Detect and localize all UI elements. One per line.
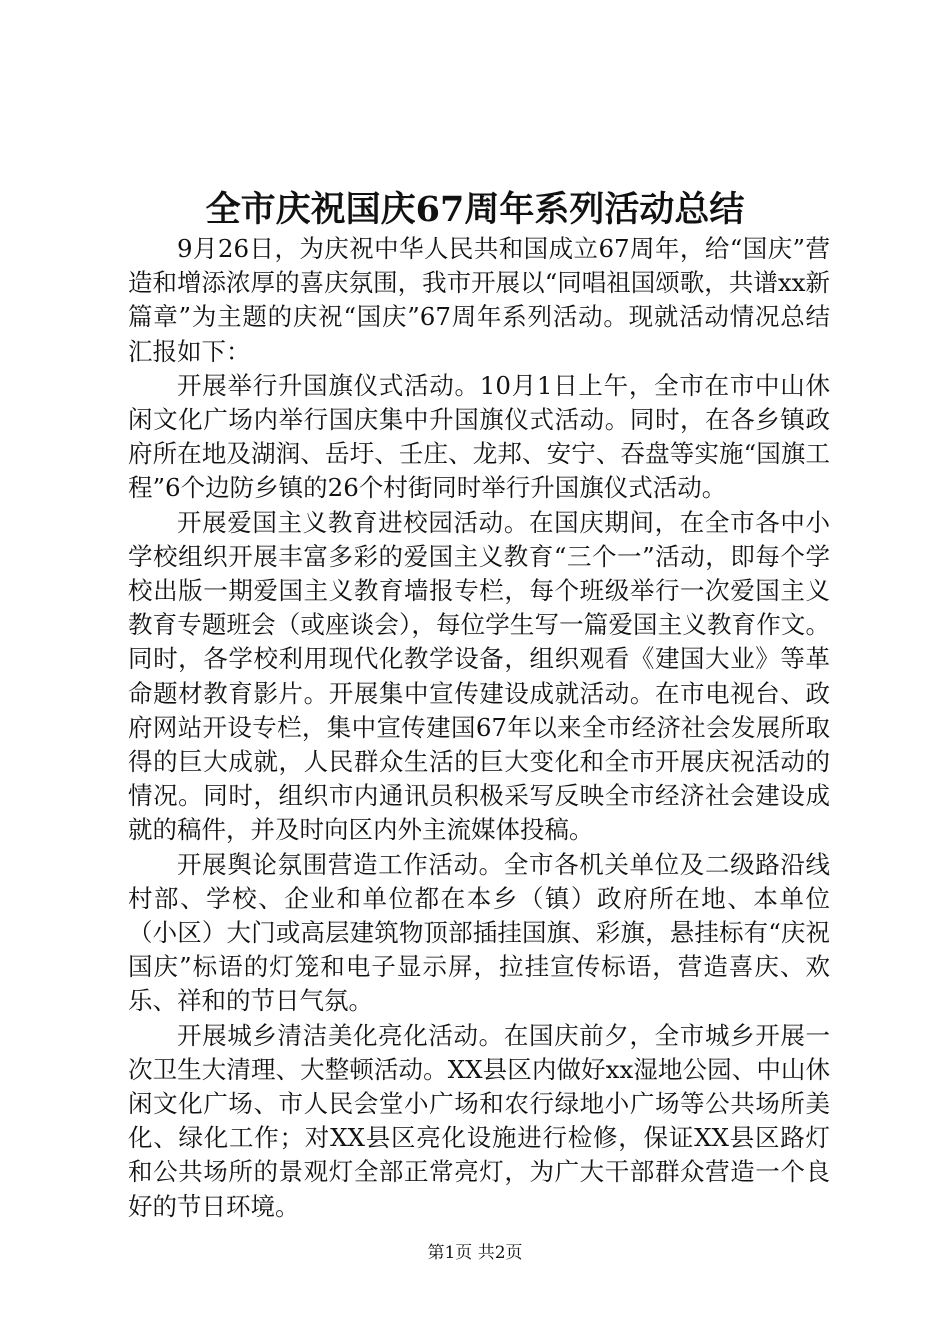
page-number-footer: 第1页 共2页 bbox=[427, 1243, 523, 1263]
paragraph-atmosphere: 开展舆论氛围营造工作活动。全市各机关单位及二级路沿线村部、学校、企业和单位都在本乡（镇）政府所在地、本单位（小区）大门或高层建筑物顶部插挂国旗、彩旗，悬挂标有“庆祝国庆”标语的灯笼和电子显示屏，拉挂宣传标语，营造喜庆、欢乐、祥和的节日气氛。 bbox=[128, 849, 830, 1016]
document-title: 全市庆祝国庆67周年系列活动总结 bbox=[205, 189, 745, 230]
paragraph-patriotic-education: 开展爱国主义教育进校园活动。在国庆期间，在全市各中小学校组织开展丰富多彩的爱国主义教育“三个一”活动，即每个学校出版一期爱国主义教育墙报专栏，每个班级举行一次爱国主义教育专题班会（或座谈会），每位学生写一篇爱国主义教育作文。同时，各学校利用现代化教学设备，组织观看《建国大业》等革命题材教育影片。开展集中宣传建设成就活动。在市电视台、政府网站开设专栏，集中宣传建国67年以来全市经济社会发展所取得的巨大成就，人民群众生活的巨大变化和全市开展庆祝活动的情况。同时，组织市内通讯员积极采写反映全市经济社会建设成就的稿件，并及时向区内外主流媒体投稿。 bbox=[128, 507, 830, 845]
paragraph-flag-raising: 开展举行升国旗仪式活动。10月1日上午，全市在市中山休闲文化广场内举行国庆集中升国旗仪式活动。同时，在各乡镇政府所在地及湖润、岳圩、壬庄、龙邦、安宁、吞盘等实施“国旗工程”6个边防乡镇的26个村街同时举行升国旗仪式活动。 bbox=[128, 370, 830, 503]
paragraph-intro: 9月26日，为庆祝中华人民共和国成立67周年，给“国庆”营造和增添浓厚的喜庆氛围，我市开展以“同唱祖国颂歌，共谱xx新篇章”为主题的庆祝“国庆”67周年系列活动。现就活动情况总结汇报如下： bbox=[128, 234, 830, 366]
paragraph-cleanup: 开展城乡清洁美化亮化活动。在国庆前夕，全市城乡开展一次卫生大清理、大整顿活动。XX县区内做好xx湿地公园、中山休闲文化广场、市人民会堂小广场和农行绿地小广场等公共场所美化、绿化工作；对XX县区亮化设施进行检修，保证XX县区路灯和公共场所的景观灯全部正常亮灯，为广大干部群众营造一个良好的节日环境。 bbox=[128, 1020, 830, 1221]
document-body bbox=[128, 232, 830, 1224]
